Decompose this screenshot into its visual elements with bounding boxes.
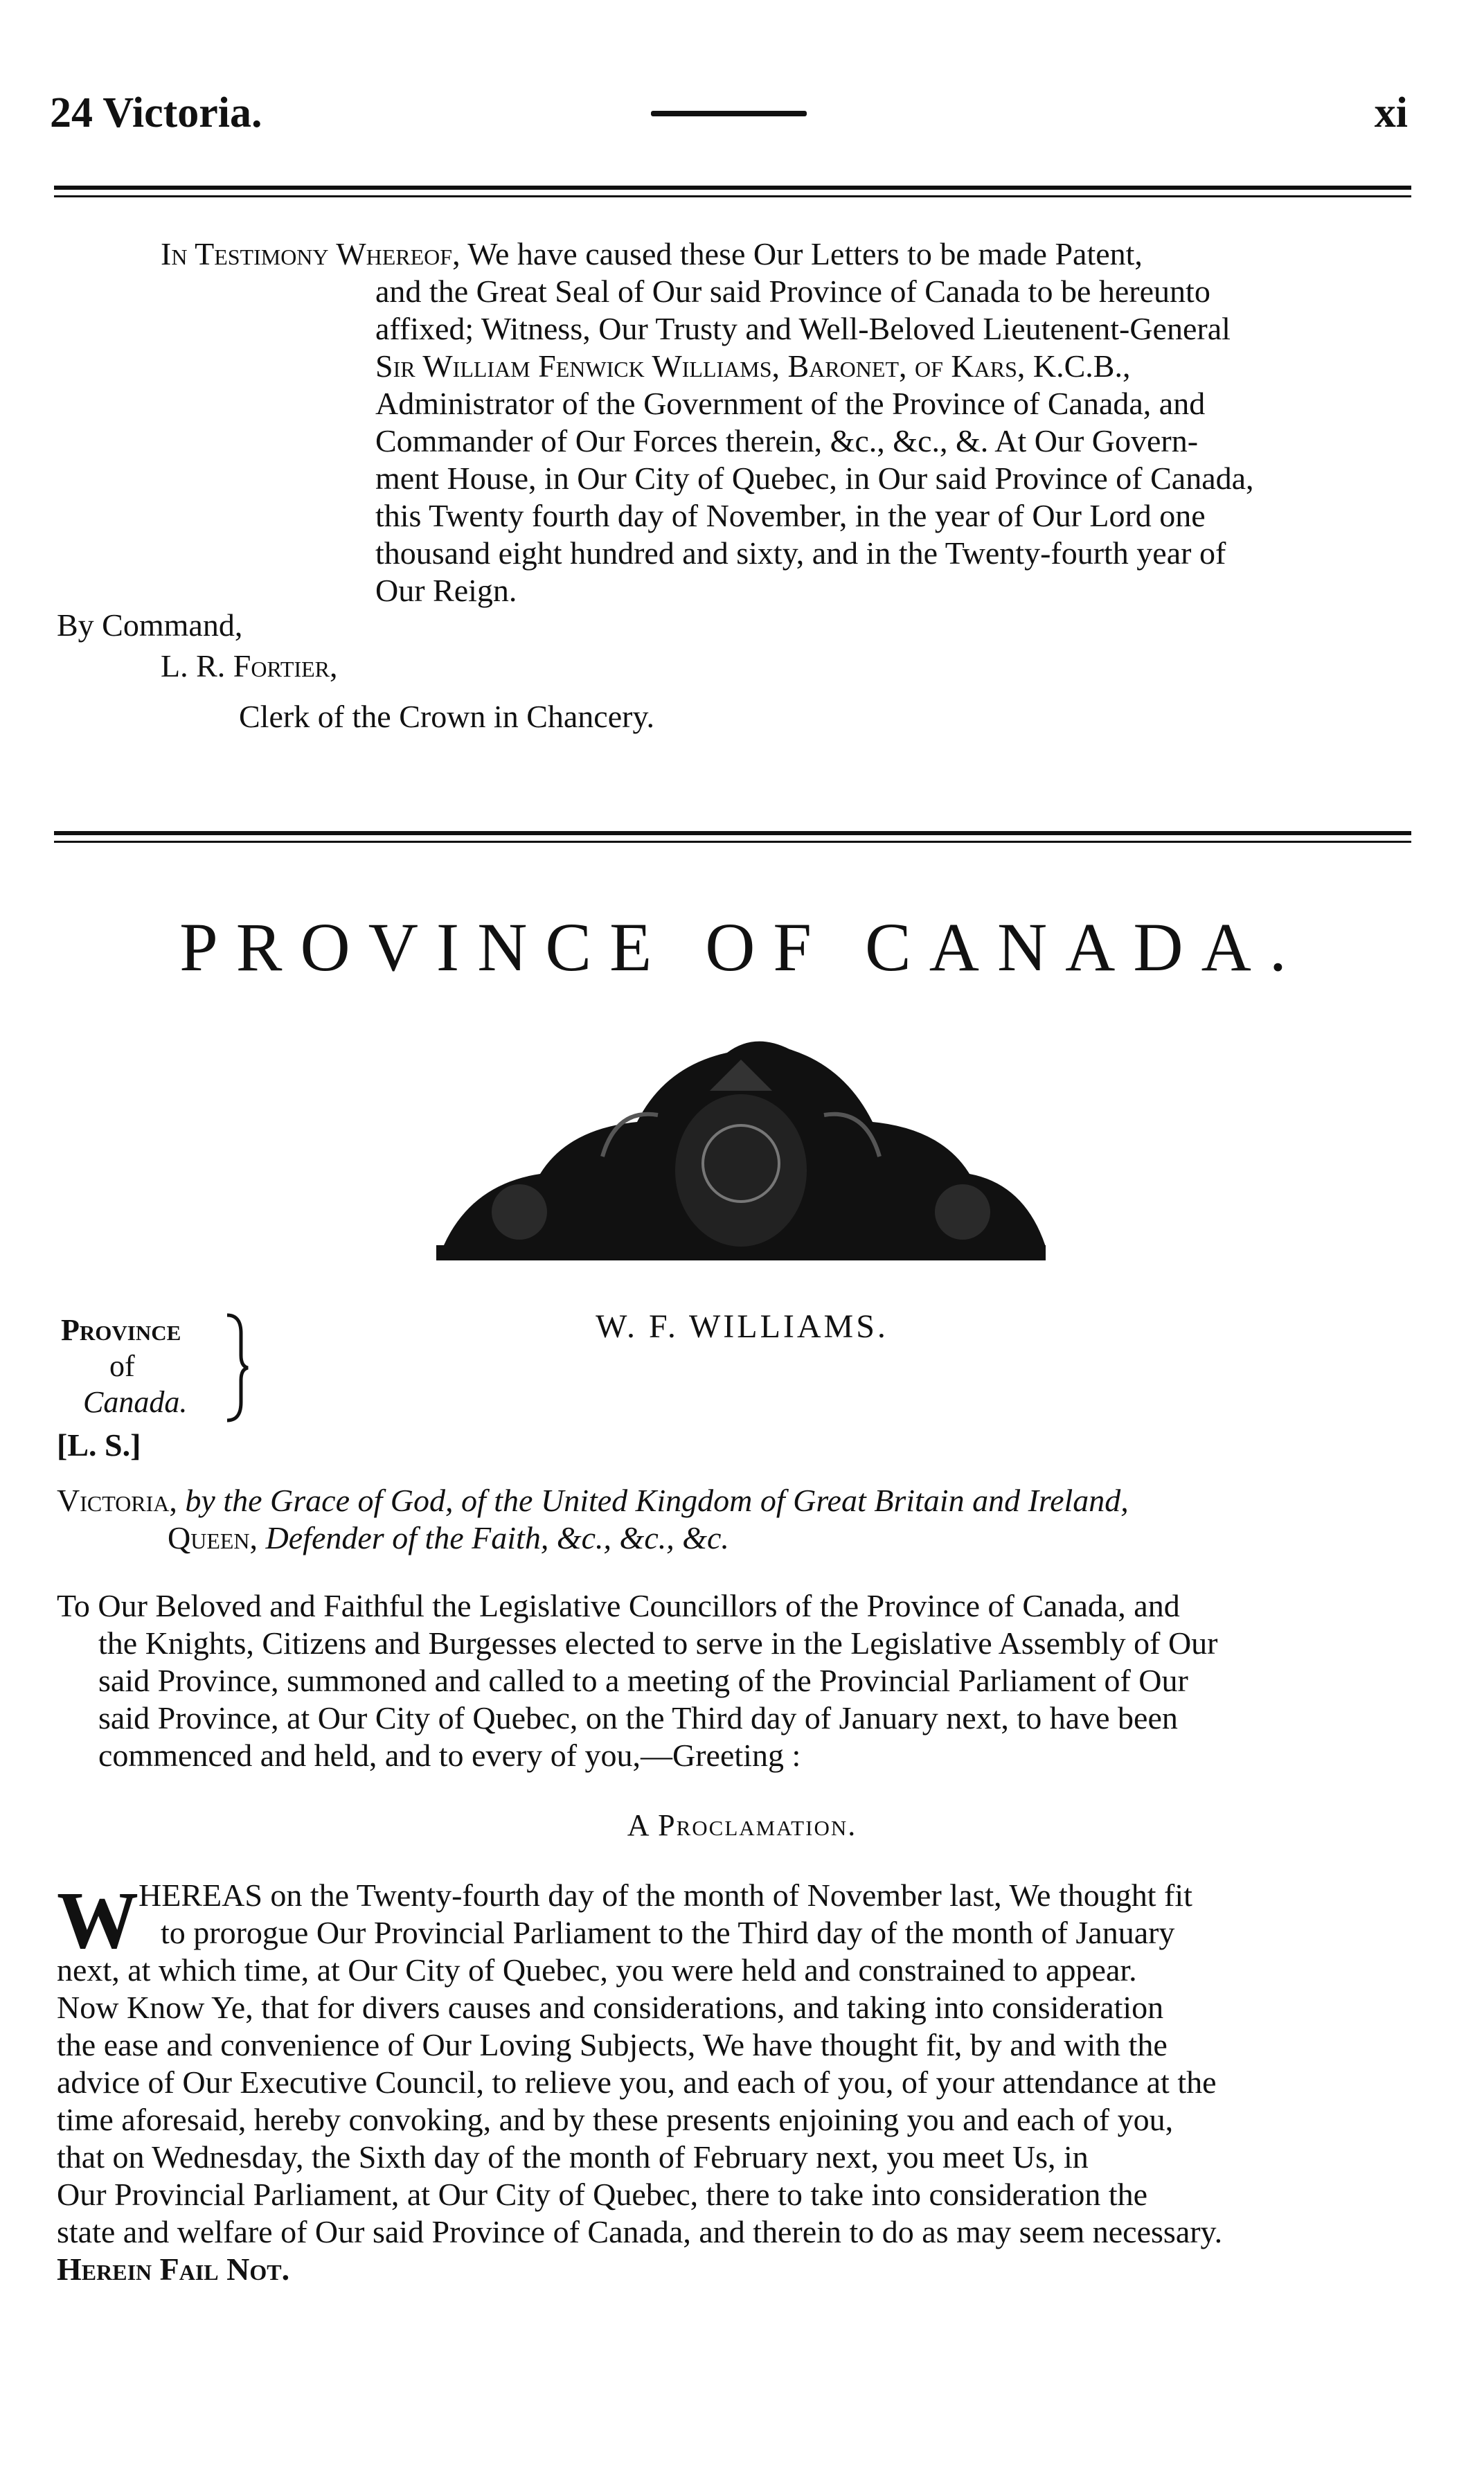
section-double-rule	[54, 831, 1411, 843]
testimony-line: ment House, in Our City of Quebec, in Our said Province of Canada,	[375, 461, 1254, 496]
header-ornament-dash	[651, 111, 807, 116]
testimony-lead: In Testimony Whereof	[161, 236, 453, 271]
testimony-line: Our Reign.	[375, 573, 517, 608]
address-line: To Our Beloved and Faithful the Legislative Councillors of the Province of Canada, and	[57, 1588, 1180, 1623]
header-double-rule	[54, 186, 1411, 197]
address-line: the Knights, Citizens and Burgesses elected to serve in the Legislative Assembly of Our	[98, 1625, 1218, 1661]
victoria-line	[57, 1519, 1421, 1557]
address-paragraph	[57, 1587, 1421, 1774]
testimony-line: Commander of Our Forces therein, &c., &c., &. At Our Govern-	[375, 423, 1199, 458]
queen-word: Queen	[168, 1520, 250, 1555]
testimony-line-rest: , We have caused these Our Letters to be made Patent,	[452, 236, 1143, 271]
testimony-paragraph	[161, 235, 1414, 609]
whereas-line: next, at which time, at Our City of Quebec, you were held and constrained to appear.	[57, 1952, 1137, 1988]
whereas-line: time aforesaid, hereby convoking, and by these presents enjoining you and each of you,	[57, 2102, 1174, 2137]
drop-cap: W	[57, 1875, 138, 1965]
testimony-line: Sir William Fenwick Williams, Baronet, of Kars, K.C.B.,	[375, 348, 1131, 384]
whereas-line: HEREAS on the Twenty-fourth day of the month of November last, We thought fit	[138, 1877, 1192, 1913]
page-number: xi	[1374, 89, 1408, 136]
address-line: said Province, summoned and called to a meeting of the Provincial Parliament of Our	[98, 1663, 1188, 1698]
signatory-name: L. R. Fortier,	[161, 648, 338, 684]
testimony-line: Administrator of the Government of the Province of Canada, and	[375, 386, 1206, 421]
province-block-line: Canada.	[83, 1385, 188, 1419]
whereas-line: Our Provincial Parliament, at Our City of Quebec, there to take into consideration the	[57, 2177, 1148, 2212]
whereas-line: to prorogue Our Provincial Parliament to the Third day of the month of January	[161, 1915, 1175, 1950]
victoria-title-block	[57, 1482, 1421, 1557]
signatory-title: Clerk of the Crown in Chancery.	[239, 699, 654, 734]
whereas-line: that on Wednesday, the Sixth day of the month of February next, you meet Us, in	[57, 2139, 1089, 2175]
province-block-line: of	[109, 1349, 135, 1383]
whereas-line: Now Know Ye, that for divers causes and considerations, and taking into consideration	[57, 1990, 1164, 2025]
locus-sigilli: [L. S.]	[57, 1427, 141, 1463]
testimony-line: affixed; Witness, Our Trusty and Well-Beloved Lieutenent-General	[375, 311, 1231, 346]
whereas-line: advice of Our Executive Council, to relieve you, and each of you, of your attendance at the	[57, 2064, 1217, 2100]
victoria-line	[57, 1482, 1421, 1519]
whereas-paragraph	[57, 1877, 1421, 2288]
queen-comma: ,	[249, 1520, 266, 1555]
victoria-style: by the Grace of God, of the United Kingdom of Great Britain and Ireland,	[185, 1483, 1129, 1518]
proclamation-heading: A Proclamation.	[627, 1808, 857, 1842]
testimony-line: thousand eight hundred and sixty, and in the Twenty-fourth year of	[375, 535, 1226, 571]
province-block	[61, 1312, 187, 1420]
testimony-line: this Twenty fourth day of November, in the year of Our Lord one	[375, 498, 1206, 533]
running-header-left: 24 Victoria.	[50, 89, 262, 136]
curly-brace-icon	[223, 1312, 251, 1423]
testimony-line: and the Great Seal of Our said Province of Canada to be hereunto	[375, 274, 1210, 309]
address-line: commenced and held, and to every of you,—Greeting :	[98, 1738, 801, 1773]
whereas-line: the ease and convenience of Our Loving Subjects, We have thought fit, by and with the	[57, 2027, 1168, 2062]
victoria-comma: ,	[169, 1483, 186, 1518]
province-block-line: Province	[61, 1313, 181, 1347]
closing-formula: Herein Fail Not.	[57, 2251, 290, 2287]
whereas-line: state and welfare of Our said Province of Canada, and therein to do as may seem necessary.	[57, 2214, 1223, 2249]
proclamation-title: PROVINCE OF CANADA.	[179, 909, 1305, 985]
testimony-line	[161, 235, 1414, 273]
address-line: said Province, at Our City of Quebec, on the Third day of January next, to have been	[98, 1700, 1178, 1736]
victoria-name: Victoria	[57, 1483, 170, 1518]
defender-line: Defender of the Faith, &c., &c., &c.	[265, 1520, 729, 1555]
royal-coat-of-arms-icon	[429, 1025, 1053, 1274]
by-command: By Command,	[57, 607, 243, 643]
governor-name: W. F. WILLIAMS.	[596, 1308, 888, 1345]
